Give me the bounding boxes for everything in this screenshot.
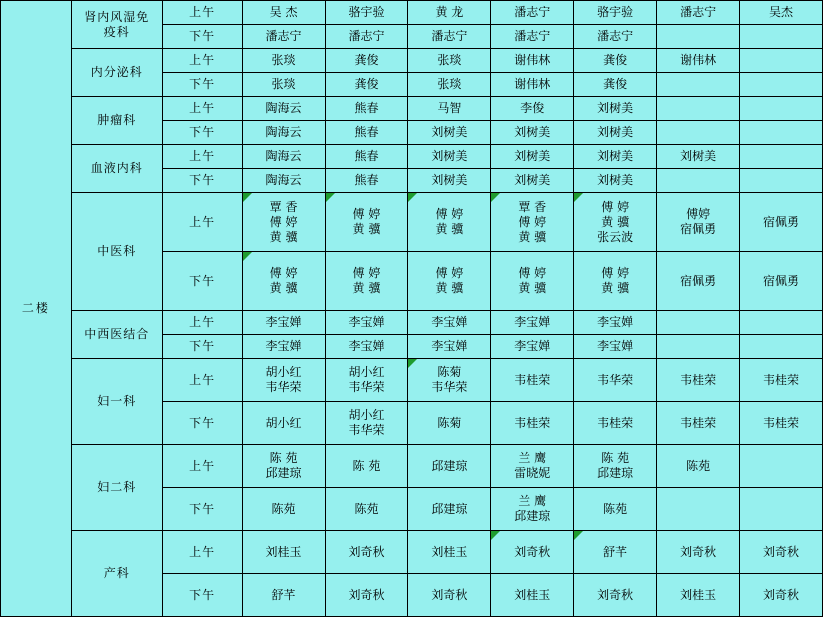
schedule-cell: 龚俊 [325,49,408,73]
schedule-cell: 宿佩勇 [740,193,823,252]
schedule-cell: 谢伟林 [491,73,574,97]
shift-morning: 上午 [162,445,242,488]
schedule-cell: 熊春 [325,97,408,121]
schedule-cell: 傅 婷 黄 骥 [574,252,657,311]
department-name: 中医科 [71,193,162,311]
schedule-cell: 龚俊 [574,73,657,97]
schedule-cell-empty [740,97,823,121]
schedule-cell: 傅 婷 黄 骥 张云波 [574,193,657,252]
shift-afternoon: 下午 [162,121,242,145]
schedule-cell: 胡小红 韦华荣 [325,402,408,445]
department-name: 肾内风湿免 疫科 [71,1,162,49]
shift-afternoon: 下午 [162,169,242,193]
floor-label: 二楼 [1,1,72,617]
schedule-cell: 陈 苑 邱建琼 [242,445,325,488]
schedule-cell-empty [740,445,823,488]
schedule-cell: 李宝婵 [242,335,325,359]
schedule-cell: 龚俊 [574,49,657,73]
schedule-cell: 刘桂玉 [657,574,740,617]
schedule-cell: 刘桂玉 [491,574,574,617]
schedule-cell: 吴杰 [740,1,823,25]
schedule-cell: 陶海云 [242,145,325,169]
shift-afternoon: 下午 [162,25,242,49]
schedule-cell-empty [657,25,740,49]
shift-morning: 上午 [162,145,242,169]
department-name: 中西医结合 [71,311,162,359]
schedule-cell: 刘桂玉 [408,531,491,574]
schedule-cell: 刘树美 [574,145,657,169]
schedule-cell: 胡小红 [242,402,325,445]
schedule-cell: 李宝婵 [491,335,574,359]
schedule-cell: 刘奇秋 [657,531,740,574]
schedule-cell: 吴 杰 [242,1,325,25]
schedule-cell: 韦桂荣 [740,402,823,445]
schedule-cell: 刘奇秋 [408,574,491,617]
schedule-cell-empty [740,335,823,359]
schedule-cell: 舒芊 [574,531,657,574]
schedule-cell: 刘树美 [408,121,491,145]
schedule-cell: 韦桂荣 [657,402,740,445]
schedule-cell: 舒芊 [242,574,325,617]
schedule-cell: 刘奇秋 [325,531,408,574]
schedule-cell: 兰 鹰 邱建琼 [491,488,574,531]
schedule-cell: 陶海云 [242,169,325,193]
schedule-cell: 陈 苑 邱建琼 [574,445,657,488]
schedule-cell: 韦桂荣 [491,402,574,445]
shift-afternoon: 下午 [162,488,242,531]
schedule-cell: 陈 苑 [325,445,408,488]
schedule-cell: 韦华荣 [574,359,657,402]
schedule-cell: 邱建琼 [408,488,491,531]
schedule-cell: 刘树美 [491,169,574,193]
schedule-cell: 潘志宁 [657,1,740,25]
schedule-cell-empty [740,488,823,531]
schedule-cell: 宿佩勇 [740,252,823,311]
schedule-cell: 骆宇验 [574,1,657,25]
schedule-cell: 李宝婵 [574,335,657,359]
schedule-cell: 胡小红 韦华荣 [325,359,408,402]
shift-morning: 上午 [162,359,242,402]
department-name: 内分泌科 [71,49,162,97]
shift-morning: 上午 [162,1,242,25]
schedule-cell: 张琰 [242,73,325,97]
schedule-cell: 陈菊 韦华荣 [408,359,491,402]
schedule-cell-empty [740,145,823,169]
schedule-cell: 李宝婵 [408,311,491,335]
schedule-cell-empty [657,121,740,145]
schedule-cell: 龚俊 [325,73,408,97]
schedule-cell-empty [740,169,823,193]
schedule-cell: 刘奇秋 [325,574,408,617]
department-name: 肿瘤科 [71,97,162,145]
schedule-cell: 刘奇秋 [740,531,823,574]
schedule-cell: 胡小红 韦华荣 [242,359,325,402]
schedule-cell: 李宝婵 [491,311,574,335]
schedule-cell: 傅 婷 黄 骥 [325,193,408,252]
schedule-cell: 潘志宁 [574,25,657,49]
schedule-cell: 宿佩勇 [657,252,740,311]
schedule-cell: 韦桂荣 [574,402,657,445]
schedule-cell: 韦桂荣 [657,359,740,402]
schedule-cell: 潘志宁 [242,25,325,49]
schedule-cell: 傅 婷 黄 骥 [491,252,574,311]
schedule-cell-empty [740,49,823,73]
schedule-cell: 张琰 [242,49,325,73]
schedule-cell: 邱建琼 [408,445,491,488]
schedule-cell: 傅 婷 黄 骥 [408,252,491,311]
schedule-cell: 陈苑 [574,488,657,531]
schedule-cell: 刘树美 [408,145,491,169]
department-name: 妇一科 [71,359,162,445]
department-name: 妇二科 [71,445,162,531]
shift-afternoon: 下午 [162,574,242,617]
shift-morning: 上午 [162,193,242,252]
schedule-cell: 熊春 [325,121,408,145]
schedule-cell: 张琰 [408,49,491,73]
schedule-cell: 傅 婷 黄 骥 [408,193,491,252]
schedule-cell: 傅婷 宿佩勇 [657,193,740,252]
schedule-cell: 李宝婵 [242,311,325,335]
schedule-cell: 李宝婵 [325,311,408,335]
schedule-cell-empty [740,25,823,49]
schedule-cell: 刘奇秋 [491,531,574,574]
schedule-cell-empty [657,73,740,97]
schedule-cell: 谢伟林 [657,49,740,73]
schedule-cell: 刘树美 [574,97,657,121]
schedule-cell: 刘树美 [574,121,657,145]
schedule-cell-empty [657,169,740,193]
schedule-cell-empty [657,335,740,359]
schedule-cell: 覃 香 傅 婷 黄 骥 [491,193,574,252]
schedule-cell: 覃 香 傅 婷 黄 骥 [242,193,325,252]
schedule-cell: 傅 婷 黄 骥 [325,252,408,311]
schedule-cell: 骆宇验 [325,1,408,25]
schedule-cell: 刘奇秋 [740,574,823,617]
department-name: 产科 [71,531,162,617]
schedule-cell: 李宝婵 [408,335,491,359]
schedule-cell-empty [657,97,740,121]
schedule-cell: 韦桂荣 [740,359,823,402]
schedule-cell-empty [740,121,823,145]
schedule-cell: 兰 鹰 雷晓妮 [491,445,574,488]
shift-morning: 上午 [162,97,242,121]
schedule-cell-empty [740,311,823,335]
schedule-cell: 刘树美 [491,121,574,145]
schedule-cell: 陈菊 [408,402,491,445]
shift-morning: 上午 [162,311,242,335]
shift-afternoon: 下午 [162,335,242,359]
schedule-cell: 陈苑 [657,445,740,488]
schedule-body [1,1,823,617]
schedule-cell: 张琰 [408,73,491,97]
schedule-cell: 熊春 [325,145,408,169]
schedule-cell: 刘树美 [657,145,740,169]
schedule-cell: 刘树美 [574,169,657,193]
schedule-cell: 陈苑 [325,488,408,531]
schedule-cell: 潘志宁 [491,1,574,25]
shift-afternoon: 下午 [162,252,242,311]
shift-afternoon: 下午 [162,402,242,445]
shift-morning: 上午 [162,531,242,574]
schedule-cell: 李俊 [491,97,574,121]
schedule-cell: 韦桂荣 [491,359,574,402]
schedule-cell: 刘桂玉 [242,531,325,574]
schedule-cell: 陈苑 [242,488,325,531]
schedule-cell: 潘志宁 [491,25,574,49]
department-name: 血液内科 [71,145,162,193]
schedule-cell-empty [740,73,823,97]
schedule-cell: 谢伟林 [491,49,574,73]
schedule-cell: 潘志宁 [408,25,491,49]
schedule-cell: 李宝婵 [325,335,408,359]
schedule-cell: 马智 [408,97,491,121]
schedule-cell: 陶海云 [242,97,325,121]
schedule-cell: 陶海云 [242,121,325,145]
schedule-cell-empty [657,488,740,531]
schedule-cell: 刘树美 [408,169,491,193]
schedule-cell: 刘奇秋 [574,574,657,617]
schedule-cell: 刘树美 [491,145,574,169]
schedule-cell: 傅 婷 黄 骥 [242,252,325,311]
schedule-cell: 黄 龙 [408,1,491,25]
schedule-cell-empty [657,311,740,335]
schedule-cell: 潘志宁 [325,25,408,49]
schedule-cell: 熊春 [325,169,408,193]
schedule-cell: 李宝婵 [574,311,657,335]
shift-morning: 上午 [162,49,242,73]
shift-afternoon: 下午 [162,73,242,97]
